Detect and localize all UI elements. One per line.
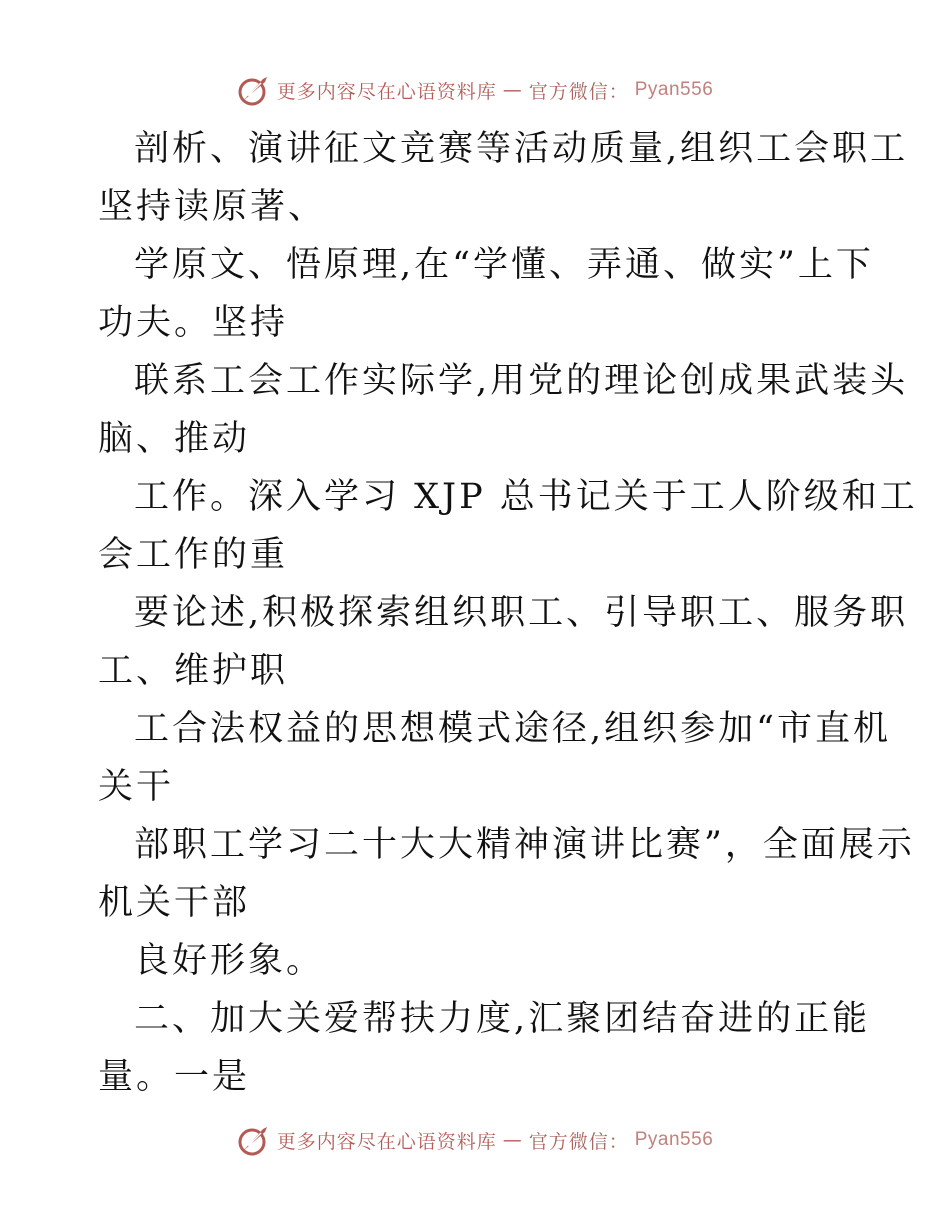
paragraph-line: 二、加大关爱帮扶力度,汇聚团结奋进的正能 [134, 999, 871, 1039]
paragraph [98, 236, 874, 352]
watermark-footer [0, 1120, 950, 1160]
paragraph-line: 剖析、演讲征文竞赛等活动质量,组织工会职工 [134, 129, 909, 169]
feather-pen-logo-icon [237, 1123, 271, 1157]
paragraph-line: 良好形象。 [134, 941, 325, 981]
watermark-text: 更多内容尽在心语资料库 [276, 1130, 497, 1153]
watermark-contact-label: 官方微信： [528, 1130, 629, 1153]
paragraph [98, 120, 909, 236]
watermark-dash: — [502, 79, 523, 101]
paragraph-line: 要论述,积极探索组织职工、引导职工、服务职 [134, 593, 909, 633]
paragraph-line: 工作。深入学习 XJP 总书记关于工人阶级和工 [134, 477, 918, 517]
paragraph-line: 坚持读原著、 [98, 187, 327, 227]
watermark-header [0, 70, 950, 110]
watermark-contact-label: 官方微信： [528, 80, 629, 103]
paragraph-line: 功夫。坚持 [98, 303, 289, 343]
paragraph-line: 学原文、悟原理,在“学懂、弄通、做实”上下 [134, 245, 874, 285]
watermark-wechat-id: Pyan556 [634, 79, 714, 100]
document-body [98, 120, 918, 1106]
watermark-dash: — [502, 1129, 523, 1151]
paragraph [98, 700, 892, 816]
paragraph-line: 量。一是 [98, 1057, 251, 1097]
paragraph [98, 990, 871, 1106]
paragraph-line: 脑、推动 [98, 419, 251, 459]
paragraph-line: 会工作的重 [98, 535, 289, 575]
paragraph-line: 机关干部 [98, 883, 251, 923]
paragraph-line: 部职工学习二十大大精神演讲比赛”，全面展示 [134, 825, 915, 865]
paragraph [98, 352, 909, 468]
paragraph-line: 工、维护职 [98, 651, 289, 691]
paragraph [98, 816, 915, 932]
paragraph [98, 468, 918, 584]
watermark-text: 更多内容尽在心语资料库 [276, 80, 497, 103]
paragraph-line: 联系工会工作实际学,用党的理论创成果武装头 [134, 361, 909, 401]
paragraph-line: 关干 [98, 767, 175, 807]
watermark-wechat-id: Pyan556 [634, 1129, 714, 1150]
paragraph-line: 工合法权益的思想模式途径,组织参加“市直机 [134, 709, 892, 749]
feather-pen-logo-icon [237, 73, 271, 107]
paragraph [98, 584, 909, 700]
paragraph [98, 932, 858, 990]
